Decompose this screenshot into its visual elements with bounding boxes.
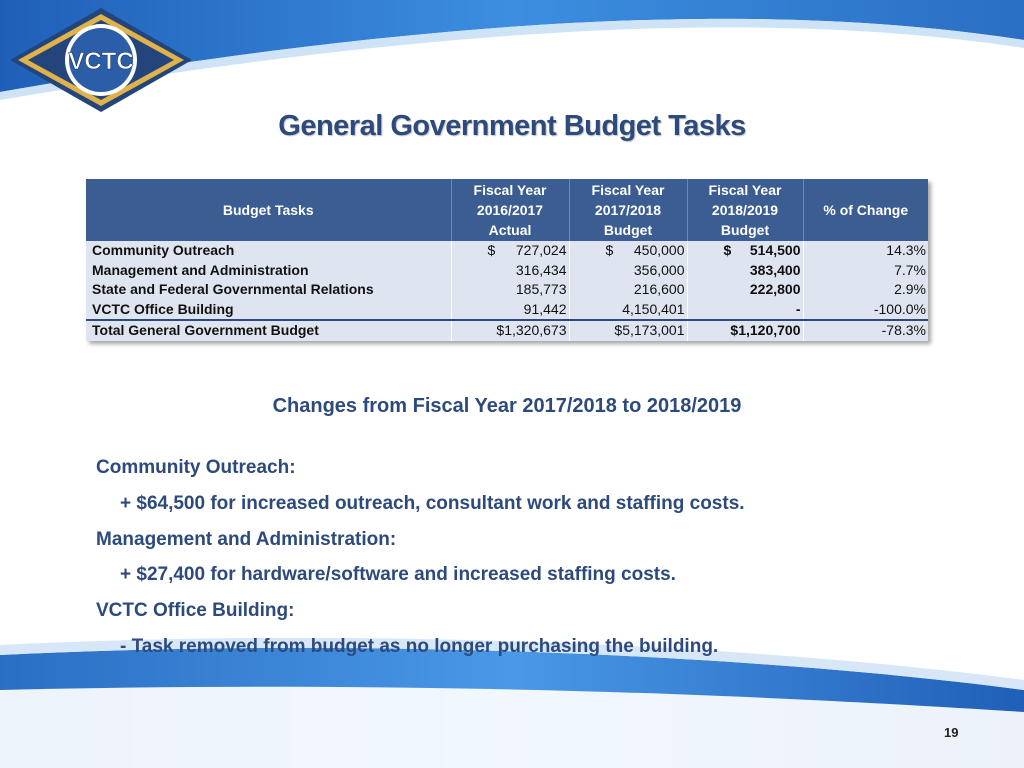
table-row (86, 241, 928, 261)
vctc-logo (8, 6, 194, 114)
change-heading: Community Outreach: (96, 457, 296, 478)
page-number: 19 (944, 725, 959, 740)
total-percent-change: -78.3% (803, 320, 928, 341)
fy2017-value: 356,000 (569, 261, 687, 281)
table-row (86, 300, 928, 321)
total-label: Total General Government Budget (86, 320, 451, 341)
header-budget-tasks: Budget Tasks (86, 179, 451, 241)
fy2016-value: $ 727,024 (451, 241, 569, 261)
header-fy2017: Fiscal Year 2017/2018 Budget (569, 179, 687, 241)
changes-subtitle: Changes from Fiscal Year 2017/2018 to 2018/2019 (272, 395, 742, 417)
table-row (86, 280, 928, 300)
task-name: VCTC Office Building (86, 300, 451, 321)
header-percent-change: % of Change (803, 179, 928, 241)
fy2017-value: 4,150,401 (569, 300, 687, 321)
total-fy2017: $5,173,001 (569, 320, 687, 341)
percent-change: 2.9% (803, 280, 928, 300)
total-fy2016: $1,320,673 (451, 320, 569, 341)
percent-change: -100.0% (803, 300, 928, 321)
table-row (86, 261, 928, 281)
task-name: State and Federal Governmental Relations (86, 280, 451, 300)
task-name: Community Outreach (86, 241, 451, 261)
fy2018-value: $ 514,500 (687, 241, 803, 261)
table-header-row (86, 179, 928, 241)
table-total-row (86, 320, 928, 341)
fy2018-value: - (687, 300, 803, 321)
change-detail: + $64,500 for increased outreach, consultant work and staffing costs. (120, 492, 745, 514)
logo-text: VCTC (68, 48, 134, 75)
header-fy2016: Fiscal Year 2016/2017 Actual (451, 179, 569, 241)
change-heading: VCTC Office Building: (96, 600, 295, 622)
fy2016-value: 185,773 (451, 280, 569, 300)
header-fy2018: Fiscal Year 2018/2019 Budget (687, 179, 803, 241)
fy2018-value: 222,800 (687, 280, 803, 300)
change-detail: + $27,400 for hardware/software and increased staffing costs. (120, 564, 676, 586)
fy2016-value: 316,434 (451, 261, 569, 281)
percent-change: 7.7% (803, 261, 928, 281)
percent-change: 14.3% (803, 241, 928, 261)
change-heading: Management and Administration: (96, 528, 397, 550)
fy2016-value: 91,442 (451, 300, 569, 321)
fy2017-value: $ 450,000 (569, 241, 687, 261)
page-title: General Government Budget Tasks (278, 110, 746, 142)
fy2017-value: 216,600 (569, 280, 687, 300)
budget-table (86, 179, 928, 341)
fy2018-value: 383,400 (687, 261, 803, 281)
changes-list (96, 453, 956, 668)
change-detail: - Task removed from budget as no longer purchasing the building. (120, 635, 719, 657)
budget-table-container (86, 179, 928, 341)
total-fy2018: $1,120,700 (687, 320, 803, 341)
task-name: Management and Administration (86, 261, 451, 281)
